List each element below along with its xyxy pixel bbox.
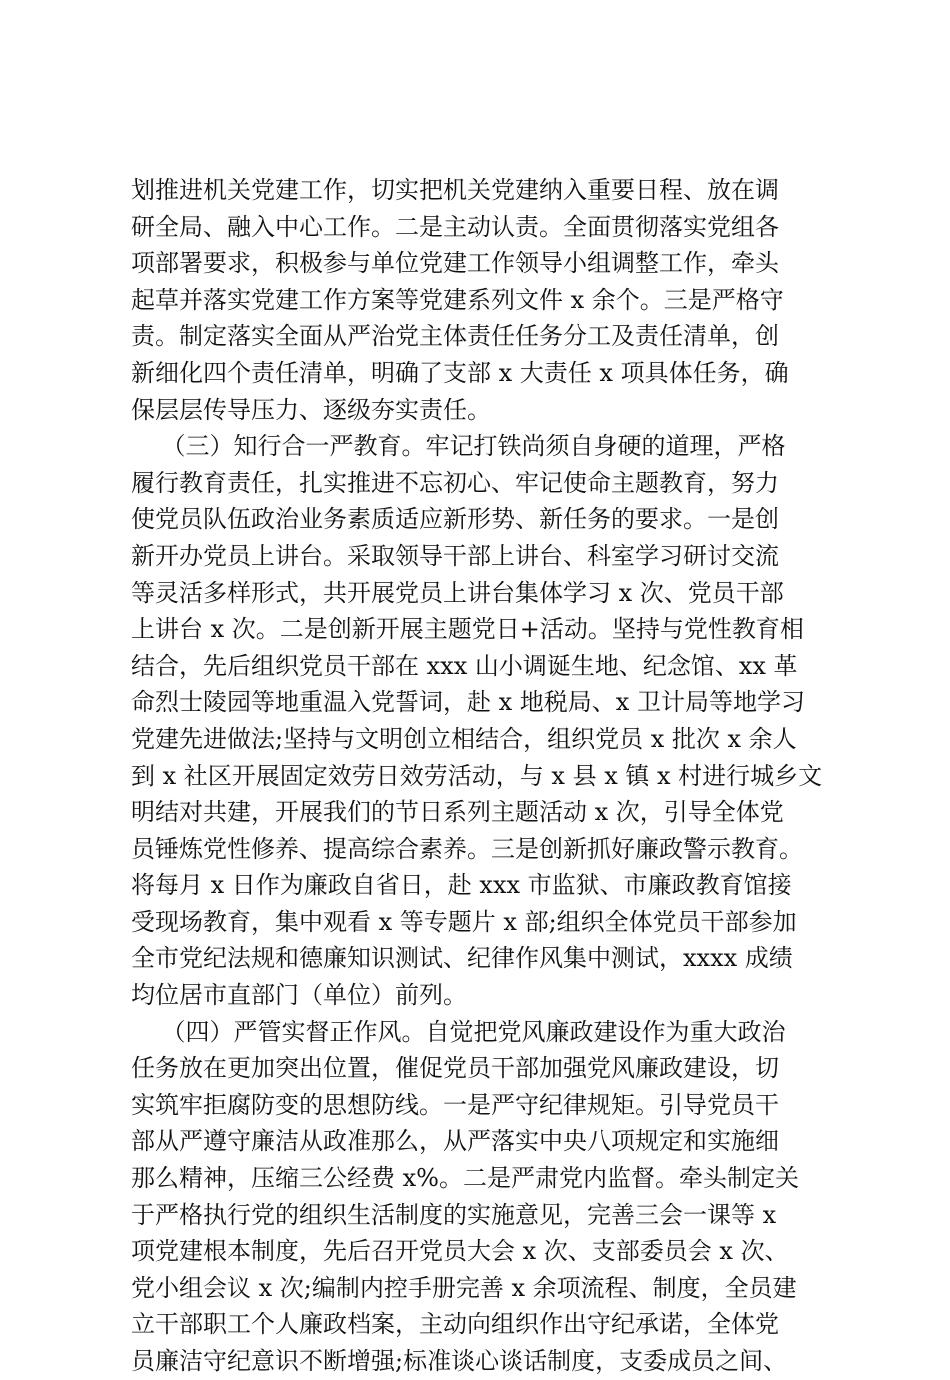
text-line: 等灵活多样形式，共开展党员上讲台集体学习 x 次、党员干部 (131, 578, 784, 607)
text-line: （三）知行合一严教育。牢记打铁尚须自身硬的道理，严格 (131, 432, 786, 461)
text-line: 保层层传导压力、逐级夯实责任。 (131, 395, 491, 424)
text-line: 使党员队伍政治业务素质适应新形势、新任务的要求。一是创 (131, 505, 779, 534)
text-line: 员廉洁守纪意识不断增强;标准谈心谈话制度，支委成员之间、 (131, 1347, 788, 1375)
text-line: 新细化四个责任清单，明确了支部 x 大责任 x 项具体任务，确 (131, 358, 789, 387)
text-line: 全市党纪法规和德廉知识测试、纪律作风集中测试，xxxx 成绩 (131, 944, 793, 973)
text-line: 将每月 x 日作为廉政自省日，赴 xxx 市监狱、市廉政教育馆接 (131, 871, 792, 900)
text-line: （四）严管实督正作风。自觉把党风廉政建设作为重大政治 (131, 1017, 786, 1046)
text-line: 研全局、融入中心工作。二是主动认责。全面贯彻落实党组各 (131, 212, 779, 241)
text-line: 员锤炼党性修养、提高综合素养。三是创新抓好廉政警示教育。 (131, 834, 803, 863)
text-line: 实筑牢拒腐防变的思想防线。一是严守纪律规矩。引导党员干 (131, 1090, 779, 1119)
document-body-text (131, 172, 831, 1380)
text-line: 命烈士陵园等地重温入党誓词，赴 x 地税局、x 卫计局等地学习 (131, 688, 805, 717)
text-line: 新开办党员上讲台。采取领导干部上讲台、科室学习研讨交流 (131, 541, 779, 570)
text-line: 党建先进做法;坚持与文明创立相结合，组织党员 x 批次 x 余人 (131, 724, 797, 753)
text-line: 起草并落实党建工作方案等党建系列文件 x 余个。三是严格守 (131, 285, 784, 314)
text-line: 均位居市直部门（单位）前列。 (131, 981, 467, 1010)
text-line: 于严格执行党的组织生活制度的实施意见，完善三会一课等 x (131, 1200, 777, 1229)
text-line: 明结对共建，开展我们的节日系列主题活动 x 次，引导全体党 (131, 798, 784, 827)
text-line: 履行教育责任，扎实推进不忘初心、牢记使命主题教育，努力 (131, 468, 779, 497)
text-line: 立干部职工个人廉政档案，主动向组织作出守纪承诺，全体党 (131, 1310, 779, 1339)
text-line: 上讲台 x 次。二是创新开展主题党日+活动。坚持与党性教育相 (131, 615, 804, 644)
text-line: 到 x 社区开展固定效劳日效劳活动，与 x 县 x 镇 x 村进行城乡文 (131, 761, 823, 790)
text-line: 党小组会议 x 次;编制内控手册完善 x 余项流程、制度，全员建 (131, 1273, 797, 1302)
text-line: 结合，先后组织党员干部在 xxx 山小调诞生地、纪念馆、xx 革 (131, 651, 798, 680)
text-line: 划推进机关党建工作，切实把机关党建纳入重要日程、放在调 (131, 176, 779, 204)
text-line: 受现场教育，集中观看 x 等专题片 x 部;组织全体党员干部参加 (131, 907, 797, 936)
text-line: 项党建根本制度，先后召开党员大会 x 次、支部委员会 x 次、 (131, 1237, 789, 1266)
text-line: 部从严遵守廉洁从政准那么，从严落实中央八项规定和实施细 (131, 1127, 779, 1156)
text-line: 项部署要求，积极参与单位党建工作领导小组调整工作，牵头 (131, 249, 779, 278)
text-line: 那么精神，压缩三公经费 x%。二是严肃党内监督。牵头制定关 (131, 1164, 799, 1193)
text-line: 责。制定落实全面从严治党主体责任任务分工及责任清单，创 (131, 322, 779, 351)
text-line: 任务放在更加突出位置，催促党员干部加强党风廉政建设，切 (131, 1054, 779, 1083)
